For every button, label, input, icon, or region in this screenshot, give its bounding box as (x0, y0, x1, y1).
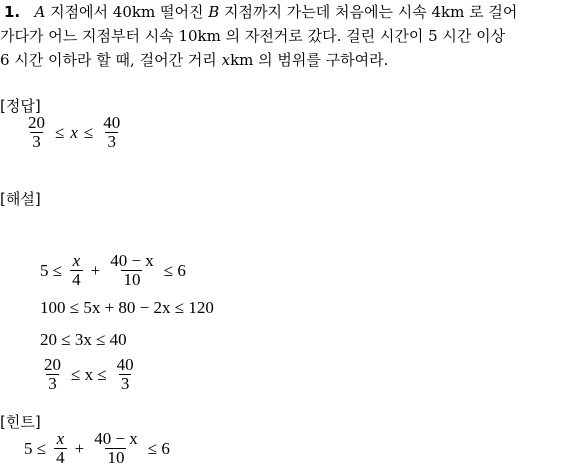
plus-symbol: + (90, 260, 101, 280)
hint-expression (24, 430, 170, 467)
numerator: 40 − x (94, 429, 138, 448)
denominator: 3 (120, 374, 130, 393)
numerator: 20 (44, 355, 61, 374)
problem-number: 1. (4, 3, 21, 21)
leq-symbol: ≤ (83, 122, 94, 142)
answer-right-fraction (101, 114, 122, 151)
denominator: 3 (107, 132, 116, 151)
variable-x: x (70, 122, 78, 142)
explanation-step-1 (40, 252, 186, 289)
explanation-step-3: 20 ≤ 3x ≤ 40 (40, 330, 127, 349)
problem-line-2: 가다가 어느 지점부터 시속 10km 의 자전거로 갔다. 걸린 시간이 5 시간 이상 (0, 27, 506, 45)
variable-x: x (221, 51, 231, 69)
fraction-20-over-3 (42, 356, 63, 393)
hint-text: ≤ 6 (147, 438, 170, 458)
problem-line-3 (0, 48, 388, 72)
answer-expression (24, 114, 124, 151)
problem-text-1a: 지점에서 40km 떨어진 (50, 3, 204, 21)
answer-left-fraction (26, 114, 47, 151)
problem-line-1 (4, 0, 517, 24)
denominator: 4 (56, 448, 65, 467)
fraction-40-minus-x-over-10 (92, 430, 140, 467)
denominator: 4 (72, 270, 81, 289)
problem-text-3a: 6 시간 이하라 할 때, 걸어간 거리 (0, 51, 217, 69)
fraction-x-over-4 (70, 252, 83, 289)
step-text: 5 ≤ (40, 260, 63, 280)
fraction-40-over-3 (115, 356, 136, 393)
numerator: x (72, 251, 81, 270)
step-text: ≤ x ≤ (71, 364, 107, 384)
leq-symbol: ≤ (55, 122, 65, 142)
denominator: 3 (48, 374, 57, 393)
denominator: 10 (123, 270, 141, 289)
explanation-step-4 (40, 356, 138, 393)
explanation-step-2: 100 ≤ 5x + 80 − 2x ≤ 120 (40, 298, 214, 317)
denominator: 3 (32, 132, 41, 151)
numerator: 20 (28, 113, 45, 132)
numerator: 40 (103, 113, 121, 132)
numerator: 40 (116, 355, 134, 374)
explanation-label: [해설] (0, 190, 41, 208)
numerator: x (56, 429, 65, 448)
fraction-40-minus-x-over-10 (108, 252, 156, 289)
step-text: ≤ 6 (163, 260, 186, 280)
problem-text-1b: 지점까지 가는데 처음에는 시속 4km 로 걸어 (224, 3, 518, 21)
fraction-x-over-4 (54, 430, 67, 467)
answer-label: [정답] (0, 97, 41, 115)
denominator: 10 (107, 448, 125, 467)
point-b: B (208, 3, 220, 21)
hint-label: [힌트] (0, 413, 41, 431)
numerator: 40 − x (110, 251, 154, 270)
point-a: A (34, 3, 46, 21)
plus-symbol: + (74, 438, 85, 458)
hint-text: 5 ≤ (24, 438, 47, 458)
problem-text-3b: km 의 범위를 구하여라. (230, 51, 389, 69)
